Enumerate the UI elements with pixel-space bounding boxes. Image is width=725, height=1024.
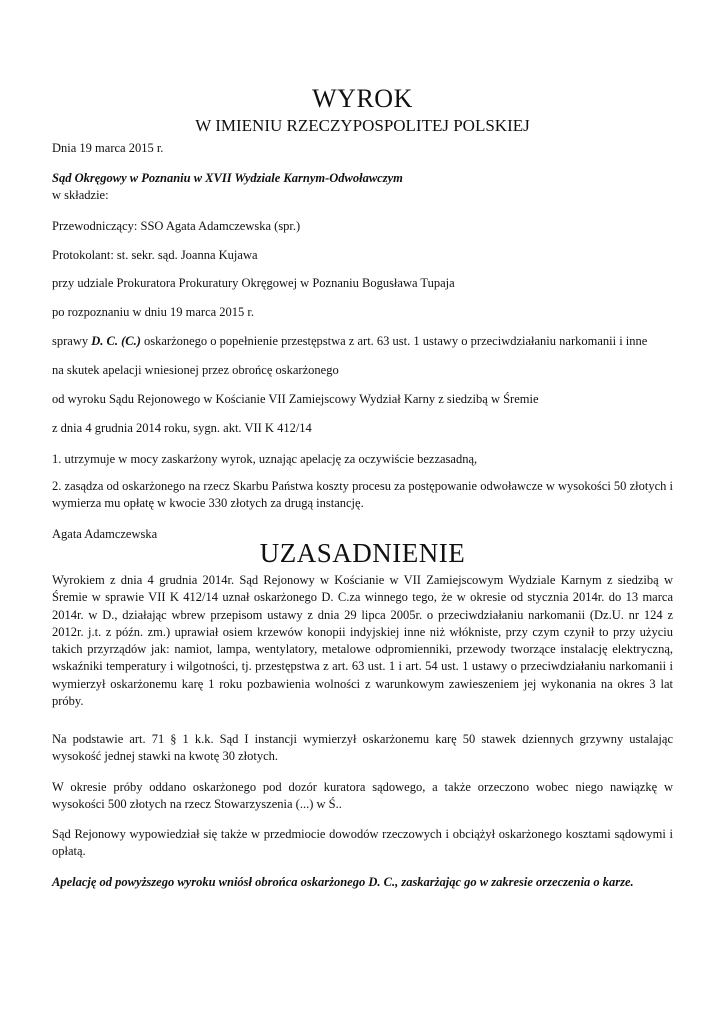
reasons-paragraph: Sąd Rejonowy wypowiedział się także w przedmiocie dowodów rzeczowych i obciążył oskarżonego kosztami sądowymi i opłatą. <box>52 827 673 859</box>
verdict-subtitle: W IMIENIU RZECZYPOSPOLITEJ POLSKIEJ <box>195 116 530 135</box>
appeal-line: na skutek apelacji wniesionej przez obrońcę oskarżonego <box>52 363 339 377</box>
court-name: Sąd Okręgowy w Poznaniu w XVII Wydziale Karnym-Odwoławczym <box>52 171 403 185</box>
case-line <box>52 334 647 349</box>
prosecutor-line: przy udziale Prokuratora Prokuratury Okręgowej w Poznaniu Bogusława Tupaja <box>52 276 455 290</box>
verdict-title: WYROK <box>312 84 413 113</box>
case-suffix: oskarżonego o popełnienie przestępstwa z art. 63 ust. 1 ustawy o przeciwdziałaniu narkomanii i inne <box>140 334 648 348</box>
date-ref-line: z dnia 4 grudnia 2014 roku, sygn. akt. VII K 412/14 <box>52 421 312 435</box>
composition-label: w składzie: <box>52 188 109 202</box>
reasons-paragraph: Wyrokiem z dnia 4 grudnia 2014r. Sąd Rejonowy w Kościanie w VII Zamiejscowym Wydziale Karnym z siedzibą w Śremie w sprawie VII K 412/14 uznał oskarżonego D. C.za winnego tego, że w okresie od stycznia 2014r. do 13 marca 2014r. w D., działając wbrew przepisom ustawy z dnia 29 lipca 2005r. o przeciwdziałaniu narkomanii (Dz.U. nr 124 z 2012r. j.t. z późn. zm.) uprawiał osiem krzewów konopii indyjskiej inne niż włókniste, przy czym czynił to przy użyciu takich przyrządów jak: namiot, lampa, wentylatory, metalowe odpromienniki, przewody tworzące instalację elektryczną, wskaźniki temperatury i wilgotności, tj. przestępstwa z art. 63 ust. 1 i art. 54 ust. 1 ustawy o przeciwdziałaniu narkomanii i wymierzył oskarżonemu karę 1 roku pozbawienia wolności z warunkowym zawieszeniem jej wykonania na okres 3 lat próby. <box>52 573 673 709</box>
date-line: Dnia 19 marca 2015 r. <box>52 141 164 155</box>
appeal-note: Apelację od powyższego wyroku wniósł obrońca oskarżonego D. C., zaskarżając go w zakresie orzeczenia o karze. <box>52 875 634 889</box>
case-prefix: sprawy <box>52 334 92 348</box>
reasons-paragraph: Na podstawie art. 71 § 1 k.k. Sąd I instancji wymierzył oskarżonemu karę 50 stawek dziennych grzywny ustalając wysokość jednej stawki na kwotę 30 złotych. <box>52 732 673 764</box>
hearing-line: po rozpoznaniu w dniu 19 marca 2015 r. <box>52 305 255 319</box>
reasons-paragraph: W okresie próby oddano oskarżonego pod dozór kuratora sądowego, a także orzeczono wobec niego nawiązkę w wysokości 500 złotych na rzecz Stowarzyszenia (...) w Ś.. <box>52 780 673 812</box>
judgment-line: od wyroku Sądu Rejonowego w Kościanie VII Zamiejscowy Wydział Karny z siedzibą w Śremie <box>52 392 539 406</box>
chair-line: Przewodniczący: SSO Agata Adamczewska (spr.) <box>52 219 301 233</box>
ruling-item: 2. zasądza od oskarżonego na rzecz Skarbu Państwa koszty procesu za postępowanie odwoławcze w wysokości 50 złotych i wymierza mu opłatę w kwocie 330 złotych za drugą instancję. <box>52 479 673 511</box>
ruling-item: 1. utrzymuje w mocy zaskarżony wyrok, uznając apelację za oczywiście bezzasadną, <box>52 452 478 466</box>
defendant-name: D. C. (C.) <box>91 334 141 348</box>
clerk-line: Protokolant: st. sekr. sąd. Joanna Kujawa <box>52 248 258 262</box>
signature: Agata Adamczewska <box>52 527 158 541</box>
reasons-heading: UZASADNIENIE <box>259 538 466 568</box>
